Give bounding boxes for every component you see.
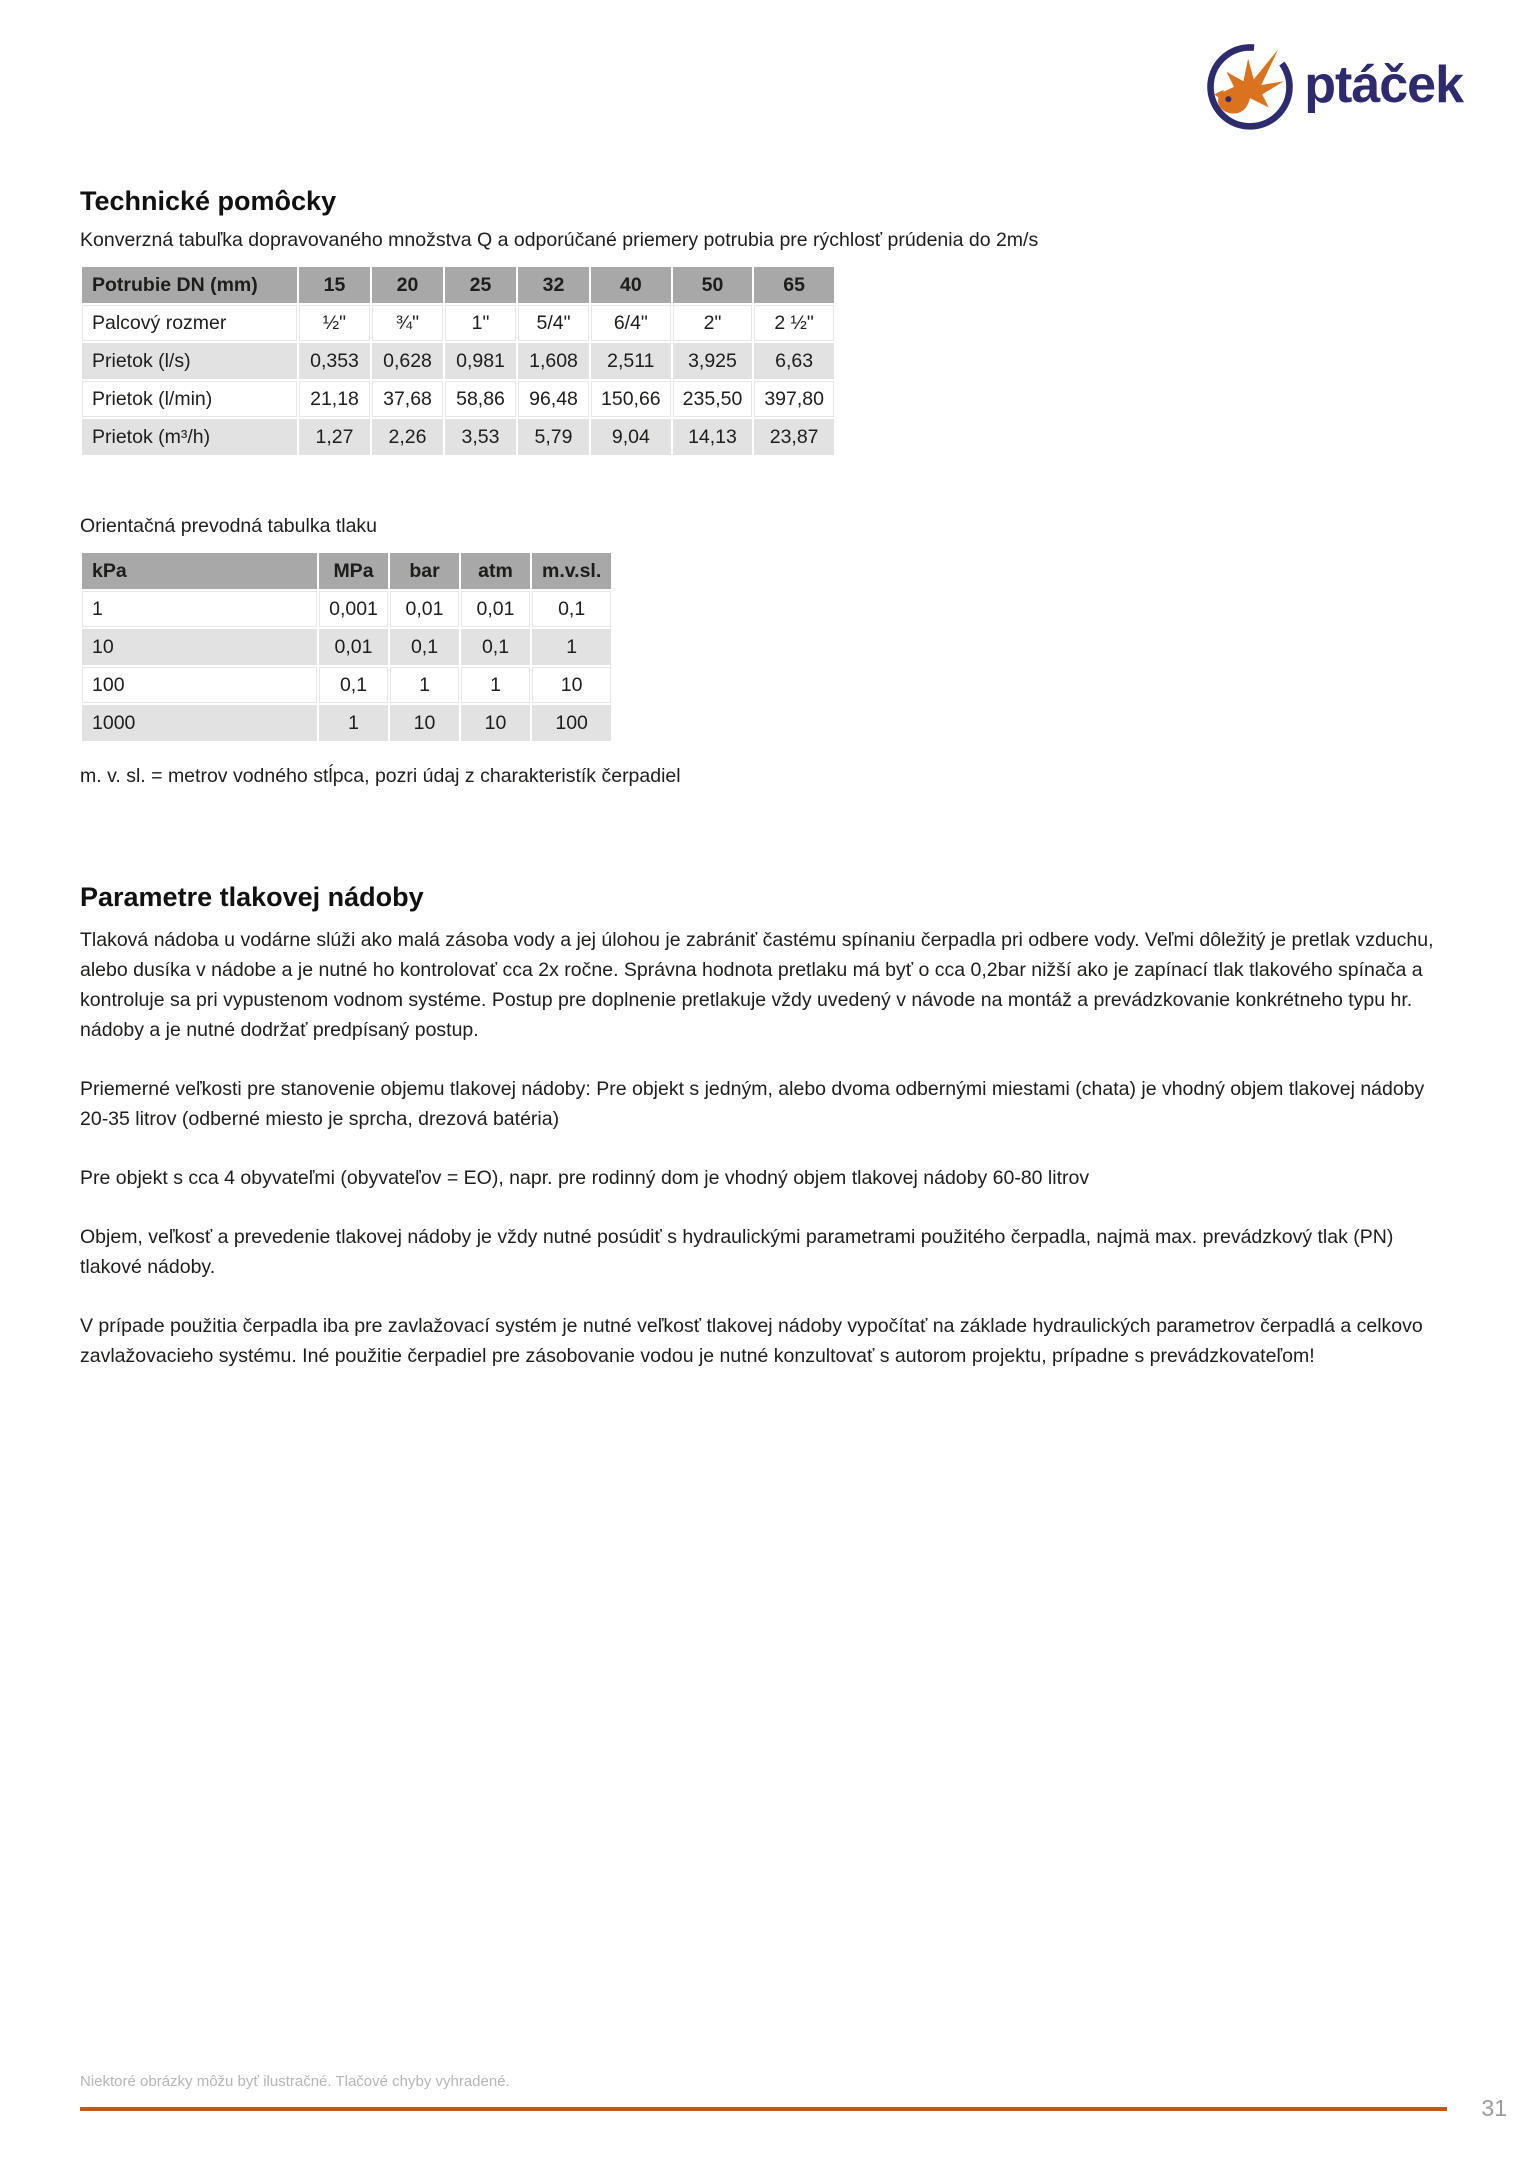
table2-header-cell: m.v.sl. (532, 553, 611, 589)
table1-header-cell: 40 (591, 267, 671, 303)
table2-header-cell: MPa (319, 553, 388, 589)
table1-header-cell: 25 (445, 267, 516, 303)
row-label: 10 (82, 629, 317, 665)
cell: ¾" (372, 305, 443, 341)
footer-divider (80, 2107, 1447, 2111)
cell: 5/4" (518, 305, 589, 341)
cell: 0,628 (372, 343, 443, 379)
cell: 9,04 (591, 419, 671, 455)
cell: 23,87 (754, 419, 834, 455)
page-footer (80, 2073, 1507, 2120)
page-number: 31 (1481, 2095, 1507, 2121)
cell: 1 (532, 629, 611, 665)
table-row (82, 591, 611, 627)
brand-wordmark: ptáček (1304, 56, 1463, 114)
row-label: Prietok (m³/h) (82, 419, 297, 455)
cell: 0,01 (390, 591, 459, 627)
table1-header-cell: 50 (673, 267, 753, 303)
cell: 0,01 (319, 629, 388, 665)
row-label: Prietok (l/min) (82, 381, 297, 417)
brand-logo (1203, 38, 1463, 132)
cell: 0,01 (461, 591, 530, 627)
row-label: Palcový rozmer (82, 305, 297, 341)
cell: 0,1 (390, 629, 459, 665)
cell: 0,1 (319, 667, 388, 703)
footer-disclaimer: Niektoré obrázky môžu byť ilustračné. Tlačové chyby vyhradené. (80, 2073, 510, 2090)
cell: 150,66 (591, 381, 671, 417)
cell: 5,79 (518, 419, 589, 455)
table2-caption: Orientačná prevodná tabulka tlaku (80, 515, 378, 537)
footer-rule-row (80, 2097, 1507, 2120)
table1-header-row (82, 267, 834, 303)
cell: 235,50 (673, 381, 753, 417)
cell: 1 (390, 667, 459, 703)
paragraph: Tlaková nádoba u vodárne slúži ako malá zásoba vody a jej úlohou je zabrániť častému spínaniu čerpadla pri odbere vody. Veľmi dôležitý je pretlak vzduchu, alebo dusíka v nádobe a je nutné ho kontrolovať cca 2x ročne. Správna hodnota pretlaku má byť o cca 0,2bar nižší ako je zapínací tlak tlakového spínača a kontroluje sa pri vypustenom vodnom systéme. Postup pre doplnenie pretlakuje vždy uvedený v návode na montáž a prevádzkovanie konkrétneho typu hr. nádoby a je nutné dodržať predpísaný postup. (80, 929, 1434, 1041)
cell: 6/4" (591, 305, 671, 341)
cell: 1 (319, 705, 388, 741)
pressure-conversion-table (80, 551, 613, 743)
table-row (82, 705, 611, 741)
table2-header-cell: atm (461, 553, 530, 589)
table-row (82, 667, 611, 703)
cell: 2 ½" (754, 305, 834, 341)
cell: 0,1 (461, 629, 530, 665)
row-label: 100 (82, 667, 317, 703)
table2-footnote: m. v. sl. = metrov vodného stĺpca, pozri údaj z charakteristík čerpadiel (80, 765, 681, 787)
table2-header-row (82, 553, 611, 589)
row-label: 1000 (82, 705, 317, 741)
main-content (80, 186, 1454, 1400)
cell: 0,353 (299, 343, 370, 379)
table2-header-cell: kPa (82, 553, 317, 589)
cell: 37,68 (372, 381, 443, 417)
cell: 3,925 (673, 343, 753, 379)
table1-header-cell: 65 (754, 267, 834, 303)
table-row (82, 381, 834, 417)
table1-header-cell: 15 (299, 267, 370, 303)
flow-conversion-table (80, 265, 836, 457)
cell: 1 (461, 667, 530, 703)
cell: 10 (461, 705, 530, 741)
cell: 397,80 (754, 381, 834, 417)
bird-icon (1203, 38, 1297, 132)
cell: 2,26 (372, 419, 443, 455)
table1-header-cell: 20 (372, 267, 443, 303)
cell: 96,48 (518, 381, 589, 417)
paragraph: Objem, veľkosť a prevedenie tlakovej nádoby je vždy nutné posúdiť s hydraulickými parametrami použitého čerpadla, najmä max. prevádzkový tlak (PN) tlakové nádoby. (80, 1226, 1394, 1278)
cell: 3,53 (445, 419, 516, 455)
table-row (82, 343, 834, 379)
cell: 0,981 (445, 343, 516, 379)
table1-header-cell: Potrubie DN (mm) (82, 267, 297, 303)
cell: 21,18 (299, 381, 370, 417)
table1-caption: Konverzná tabuľka dopravovaného množstva Q a odporúčané priemery potrubia pre rýchlosť prúdenia do 2m/s (80, 229, 1039, 251)
cell: 10 (532, 667, 611, 703)
paragraph: V prípade použitia čerpadla iba pre zavlažovací systém je nutné veľkosť tlakovej nádoby vypočítať na základe hydraulických parametrov čerpadlá a celkovo zavlažovacieho systému. Iné použitie čerpadiel pre zásobovanie vodou je nutné konzultovať s autorom projektu, prípadne s prevádzkovateľom! (80, 1315, 1423, 1367)
table-row (82, 629, 611, 665)
paragraph: Pre objekt s cca 4 obyvateľmi (obyvateľov = EO), napr. pre rodinný dom je vhodný objem tlakovej nádoby 60-80 litrov (80, 1167, 1090, 1189)
cell: 6,63 (754, 343, 834, 379)
table-row (82, 419, 834, 455)
cell: 58,86 (445, 381, 516, 417)
paragraph: Priemerné veľkosti pre stanovenie objemu tlakovej nádoby: Pre objekt s jedným, alebo dvoma odbernými miestami (chata) je vhodný objem tlakovej nádoby 20-35 litrov (odberné miesto je sprcha, drezová batéria) (80, 1078, 1425, 1130)
cell: 1" (445, 305, 516, 341)
table2-header-cell: bar (390, 553, 459, 589)
section-title-parametre: Parametre tlakovej nádoby (80, 882, 424, 912)
cell: 2,511 (591, 343, 671, 379)
table-row (82, 305, 834, 341)
cell: 0,1 (532, 591, 611, 627)
cell: 1,27 (299, 419, 370, 455)
cell: 1,608 (518, 343, 589, 379)
cell: 14,13 (673, 419, 753, 455)
section-title-technicke-pomocky: Technické pomôcky (80, 186, 337, 216)
table1-header-cell: 32 (518, 267, 589, 303)
cell: 100 (532, 705, 611, 741)
cell: 2" (673, 305, 753, 341)
cell: 10 (390, 705, 459, 741)
cell: 0,001 (319, 591, 388, 627)
cell: ½" (299, 305, 370, 341)
row-label: 1 (82, 591, 317, 627)
section-parametre-tlakovej-nadoby (80, 882, 1454, 1371)
row-label: Prietok (l/s) (82, 343, 297, 379)
